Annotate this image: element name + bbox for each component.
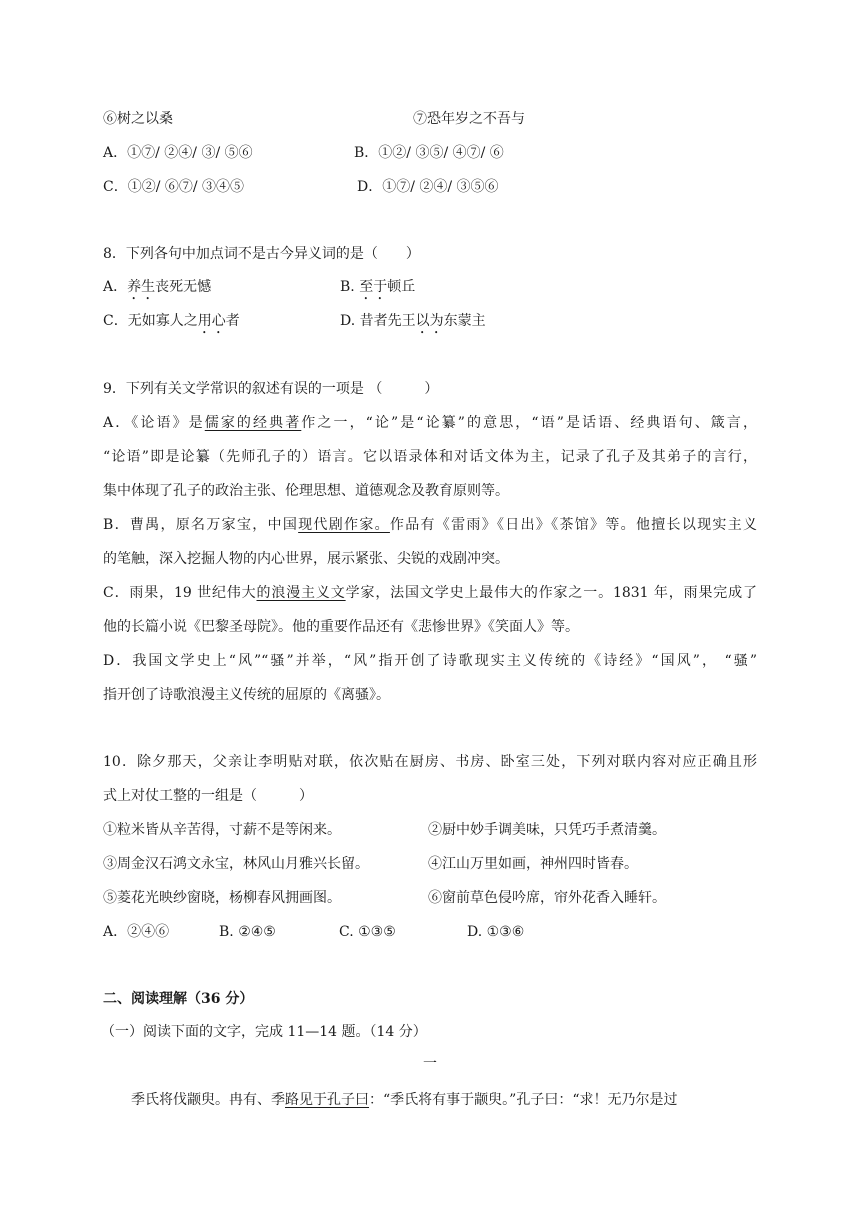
q8-c-suffix: 者 xyxy=(225,313,240,329)
q10-stem-line-1: 10．除夕那天，父亲让李明贴对联，依次贴在厨房、书房、卧室三处，下列对联内容对应正确且形 xyxy=(103,754,757,770)
q10-option-c: C. ①③⑤ xyxy=(339,924,396,940)
q8-b-dotted: 至于 xyxy=(359,279,388,295)
q9-c-line-1 xyxy=(103,583,757,603)
q8-option-b xyxy=(340,277,415,303)
q8-option-d xyxy=(340,311,486,337)
q10-item-5: ⑤菱花光映纱窗晓，杨柳春风拥画图。 xyxy=(103,890,341,906)
q9-a-line-3: 集中体现了孔子的政治主张、伦理思想、道德观念及教育原则等。 xyxy=(103,483,509,499)
q7-option-d: D．①⑦/ ②④/ ③⑤⑥ xyxy=(357,179,499,195)
q8-a-dotted: 养生 xyxy=(127,279,156,295)
q9-d-line-2: 指开创了诗歌浪漫主义传统的屈原的《离骚》。 xyxy=(103,687,390,703)
q9-a-prefix: A．《论语》是 xyxy=(103,415,205,431)
subsection-heading: （一）阅读下面的文字，完成 11—14 题。（14 分） xyxy=(101,1024,427,1040)
q10-option-a: A．②④⑥ xyxy=(103,924,170,940)
q7-item-6: ⑥树之以桑 xyxy=(103,111,173,127)
passage-marker: 一 xyxy=(423,1056,437,1072)
q9-a-underlined: 儒家的经典著 xyxy=(204,415,302,431)
q8-d-dotted: 以为 xyxy=(415,313,444,329)
q9-b-prefix: B．曹禺，原名万家宝，中国 xyxy=(103,517,299,533)
q8-a-suffix: 丧死无憾 xyxy=(155,279,212,295)
q8-c-prefix: C．无如寡人之 xyxy=(103,313,198,329)
q10-item-1: ①粒米皆从辛苦得，寸薪不是等闲来。 xyxy=(103,822,341,838)
q8-a-prefix: A． xyxy=(103,279,128,295)
q8-option-a xyxy=(103,277,211,303)
q9-c-suffix: 学家，法国文学史上最伟大的作家之一。1831 年，雨果完成了 xyxy=(345,585,758,601)
q8-d-suffix: 东蒙主 xyxy=(443,313,486,329)
q9-c-line-2: 他的长篇小说《巴黎圣母院》。他的重要作品还有《悲惨世界》《笑面人》等。 xyxy=(103,619,579,635)
q9-b-suffix: 作品有《雷雨》《日出》《茶馆》等。他擅长以现实主义 xyxy=(389,517,758,533)
q10-item-4: ④江山万里如画，神州四时皆春。 xyxy=(428,856,638,872)
q10-item-3: ③周金汉石鸿文永宝，林风山月雅兴长留。 xyxy=(103,856,369,872)
q9-b-line-2: 的笔触，深入挖掘人物的内心世界，展示紧张、尖锐的戏剧冲突。 xyxy=(103,551,509,567)
q9-b-underlined: 现代剧作家。 xyxy=(298,517,390,533)
q7-option-b: B．①②/ ③⑤/ ④⑦/ ⑥ xyxy=(354,145,504,161)
passage-underlined: 路见于孔子曰 xyxy=(285,1092,369,1108)
q7-item-7: ⑦恐年岁之不吾与 xyxy=(413,111,525,127)
q9-stem: 9．下列有关文学常识的叙述有误的一项是 （ ） xyxy=(103,381,439,397)
q8-option-c xyxy=(103,311,240,337)
q10-item-2: ②厨中妙手调美味，只凭巧手煮清羹。 xyxy=(428,822,666,838)
q9-a-line-1 xyxy=(103,413,757,433)
q8-stem: 8．下列各句中加点词不是古今异义词的是（ ） xyxy=(103,246,420,262)
q9-c-underlined: 的浪漫主义文 xyxy=(256,585,346,601)
passage-suffix: ：“季氏将有事于颛臾。”孔子曰：“求！无乃尔是过 xyxy=(369,1092,678,1108)
q8-b-prefix: B. xyxy=(340,279,360,295)
q9-c-prefix: C．雨果，19 世纪伟大 xyxy=(103,585,257,601)
passage-line-1 xyxy=(131,1090,677,1110)
q9-d-line-1: D．我国文学史上“风”“骚”并举，“风”指开创了诗歌现实主义传统的《诗经》“国风”， “骚” xyxy=(103,653,757,669)
q9-a-line-2: “论语”即是论纂（先师孔子的）语言。它以语录体和对话文体为主，记录了孔子及其弟子的言行， xyxy=(103,449,757,465)
passage-prefix: 季氏将伐颛臾。冉有、季 xyxy=(131,1092,285,1108)
q8-b-suffix: 顿丘 xyxy=(387,279,416,295)
q10-option-b: B. ②④⑤ xyxy=(219,924,276,940)
q8-d-prefix: D. 昔者先王 xyxy=(340,313,416,329)
q10-item-6: ⑥窗前草色侵吟席，帘外花香入睡轩。 xyxy=(428,890,666,906)
q8-c-dotted: 用心 xyxy=(197,313,226,329)
q9-b-line-1 xyxy=(103,515,757,535)
q10-option-d: D. ①③⑥ xyxy=(467,924,525,940)
section-heading: 二、阅读理解（36 分） xyxy=(103,991,254,1007)
q10-stem-line-2: 式上对仗工整的一组是（ ） xyxy=(103,788,313,804)
q9-a-suffix: 作之一，“论”是“论纂”的意思，“语”是话语、经典语句、箴言， xyxy=(301,415,757,431)
q7-option-c: C．①②/ ⑥⑦/ ③④⑤ xyxy=(103,179,245,195)
q7-option-a: A．①⑦/ ②④/ ③/ ⑤⑥ xyxy=(103,145,253,161)
